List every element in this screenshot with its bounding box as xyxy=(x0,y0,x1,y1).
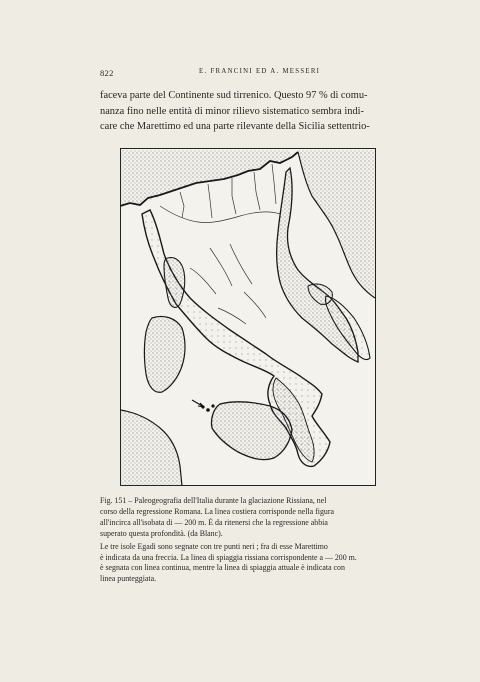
body-paragraph xyxy=(100,88,392,135)
note-line: è segnata con linea continua, mentre la linea di spiaggia attuale è indicata con xyxy=(100,563,345,573)
paleogeography-map-figure xyxy=(120,148,376,486)
body-line: care che Marettimo ed una parte rilevante della Sicilia settentrio- xyxy=(100,121,370,133)
egadi-island xyxy=(211,404,214,407)
body-line: nanza fino nelle entità di minor rilievo sistematico sembra indi- xyxy=(100,105,365,117)
body-line: faceva parte del Continente sud tirrenico. Questo 97 % di comu- xyxy=(100,90,368,101)
caption-line: corso della regressione Romana. La linea costiera corrisponde nella figura xyxy=(100,506,334,516)
caption-line: all'incirca all'isobata di — 200 m. È da ritenersi che la regressione abbia xyxy=(100,517,328,527)
note-line: Le tre isole Egadi sono segnate con tre punti neri ; fra di esse Marettimo xyxy=(100,541,328,551)
egadi-island xyxy=(206,408,210,412)
note-line: linea punteggiata. xyxy=(100,574,157,584)
caption-line: superato questa profondità. (da Blanc). xyxy=(100,528,223,538)
running-head: E. FRANCINI ED A. MESSERI xyxy=(199,68,321,75)
page-number: 822 xyxy=(100,68,114,78)
caption-line: Fig. 151 – Paleogeografia dell'Italia durante la glaciazione Rissiana, nel xyxy=(100,496,327,505)
figure-caption xyxy=(100,496,393,585)
note-line: è indicata da una freccia. La linea di spiaggia rissiana corrispondente a — 200 m. xyxy=(100,552,357,562)
